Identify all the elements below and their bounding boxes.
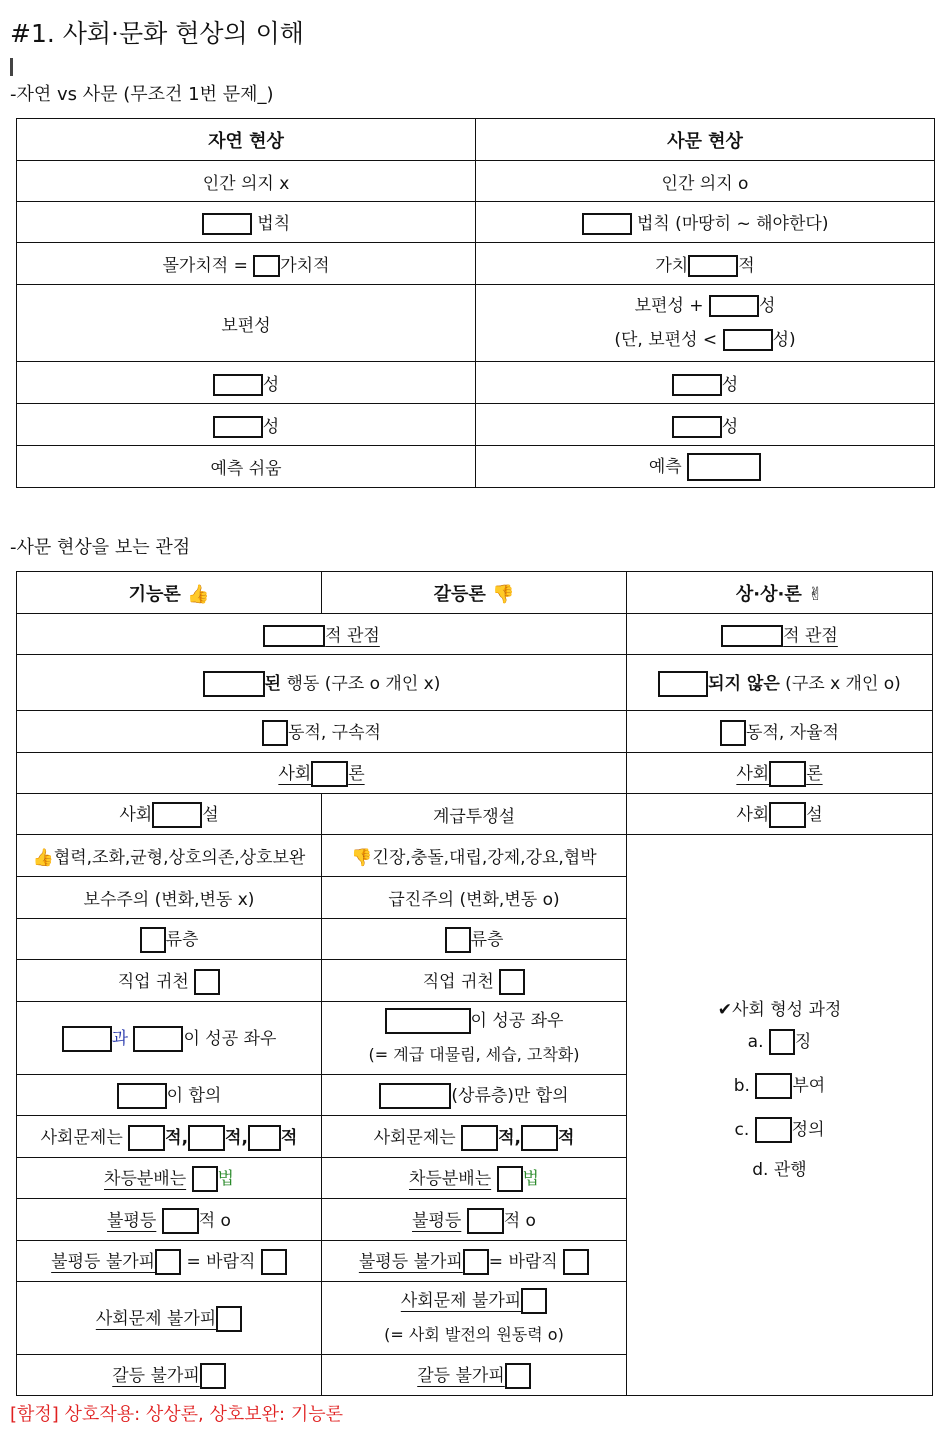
social-universality: 보편성 + 성 (단, 보편성 < 성) [476, 285, 935, 362]
blank-box[interactable] [262, 720, 288, 746]
perspectives-table [16, 571, 933, 1396]
blank-box[interactable] [200, 1363, 226, 1389]
blank-box[interactable] [672, 374, 722, 396]
social-law: 법칙 (마땅히 ~ 해야한다) [476, 202, 935, 243]
func-social-problem: 사회문제는 적, 적, 적 [17, 1116, 322, 1158]
blank-box[interactable] [213, 374, 263, 396]
nature-value: 몰가치적 = 가치적 [17, 243, 476, 285]
structured-action: 된 행동 (구조 o 개인 x) [17, 655, 627, 711]
blank-box[interactable] [311, 761, 348, 787]
blank-box[interactable] [194, 969, 220, 995]
blank-box[interactable] [687, 453, 761, 481]
conservatism: 보수주의 (변화,변동 x) [17, 877, 322, 919]
thumbs-up-icon: 👍 [187, 583, 210, 605]
blank-box[interactable] [128, 1125, 165, 1151]
class-struggle: 계급투쟁설 [322, 794, 627, 835]
social-prediction: 예측 [476, 446, 935, 488]
blank-box[interactable] [463, 1249, 489, 1275]
func-inevitable-problem: 사회문제 불가피 [17, 1282, 322, 1355]
blank-box[interactable] [688, 255, 738, 277]
conflict-inevitable-inequality: 불평등 불가피 = 바람직 [322, 1241, 627, 1282]
blank-box[interactable] [499, 969, 525, 995]
blank-box[interactable] [162, 1208, 199, 1234]
blank-box[interactable] [248, 1125, 281, 1151]
func-distribution: 차등분배는 법 [17, 1158, 322, 1199]
blank-box[interactable] [216, 1306, 242, 1332]
social-seong-1: 성 [476, 362, 935, 404]
society-hypothesis-sym: 사회 설 [627, 794, 933, 835]
blank-box[interactable] [117, 1083, 167, 1109]
conflict-distribution: 차등분배는 법 [322, 1158, 627, 1199]
social-seong-2: 성 [476, 404, 935, 446]
func-job: 직업 귀천 [17, 960, 322, 1002]
blank-box[interactable] [140, 927, 166, 953]
nature-prediction: 예측 쉬움 [17, 446, 476, 488]
society-formation-process: ✔사회 형성 과정 a. 징 b. 부여 c. 정의 d. 관행 [627, 835, 933, 1396]
blank-box[interactable] [769, 802, 806, 828]
blank-box[interactable] [582, 213, 632, 235]
section-perspectives: -사문 현상을 보는 관점 [10, 537, 191, 558]
func-class: 류층 [17, 919, 322, 960]
blank-box[interactable] [563, 1249, 589, 1275]
blank-box[interactable] [133, 1026, 183, 1052]
conflict-consensus: (상류층)만 합의 [322, 1075, 627, 1116]
blank-box[interactable] [755, 1073, 792, 1099]
header-symbolic: 상·상·론 ✌ [627, 572, 933, 614]
blank-box[interactable] [263, 625, 325, 647]
blank-box[interactable] [202, 213, 252, 235]
blank-box[interactable] [467, 1208, 504, 1234]
thumbs-down-icon: 👎 [492, 583, 515, 605]
blank-box[interactable] [253, 255, 280, 277]
conflict-inevitable-conflict: 갈등 불가피 [322, 1355, 627, 1396]
nature-law: 법칙 [17, 202, 476, 243]
radicalism: 급진주의 (변화,변동 o) [322, 877, 627, 919]
blank-box[interactable] [723, 329, 773, 351]
nature-will: 인간 의지 x [17, 161, 476, 202]
nature-universality: 보편성 [17, 285, 476, 362]
social-value: 가치 적 [476, 243, 935, 285]
quote-bar [10, 58, 13, 76]
blank-box[interactable] [672, 416, 722, 438]
conflict-success: 이 성공 좌우 (= 계급 대물림, 세습, 고착화) [322, 1002, 627, 1075]
blank-box[interactable] [385, 1008, 471, 1034]
conflict-inevitable-problem: 사회문제 불가피 (= 사회 발전의 원동력 o) [322, 1282, 627, 1355]
func-consensus: 이 합의 [17, 1075, 322, 1116]
blank-box[interactable] [521, 1125, 558, 1151]
func-inevitable-inequality: 불평등 불가피 = 바람직 [17, 1241, 322, 1282]
thumbs-up-icon: 👍 [32, 848, 54, 868]
blank-box[interactable] [521, 1288, 547, 1314]
blank-box[interactable] [769, 1029, 795, 1055]
trap-note: [함정] 상호작용: 상상론, 상호보완: 기능론 [10, 1404, 343, 1425]
func-success: 과 이 성공 좌우 [17, 1002, 322, 1075]
conflict-inequality: 불평등 적 o [322, 1199, 627, 1241]
active-autonomous: 동적, 자율적 [627, 711, 933, 753]
header-social: 사문 현상 [476, 119, 935, 161]
micro-view: 적 관점 [627, 614, 933, 655]
social-will: 인간 의지 o [476, 161, 935, 202]
blank-box[interactable] [445, 927, 471, 953]
passive-constrained: 동적, 구속적 [17, 711, 627, 753]
blank-box[interactable] [213, 416, 263, 438]
blank-box[interactable] [461, 1125, 498, 1151]
blank-box[interactable] [192, 1166, 218, 1192]
conflict-social-problem: 사회문제는 적, 적 [322, 1116, 627, 1158]
blank-box[interactable] [203, 671, 265, 697]
blank-box[interactable] [155, 1249, 181, 1275]
blank-box[interactable] [188, 1125, 225, 1151]
blank-box[interactable] [261, 1249, 287, 1275]
macro-view: 적 관점 [17, 614, 627, 655]
func-inequality: 불평등 적 o [17, 1199, 322, 1241]
blank-box[interactable] [152, 802, 202, 828]
thumbs-down-icon: 👎 [351, 848, 373, 868]
blank-box[interactable] [379, 1083, 451, 1109]
blank-box[interactable] [709, 295, 759, 317]
society-theory-right: 사회 론 [627, 753, 933, 794]
blank-box[interactable] [62, 1026, 112, 1052]
blank-box[interactable] [505, 1363, 531, 1389]
header-nature: 자연 현상 [17, 119, 476, 161]
conflict-keywords: 👎긴장,충돌,대립,강제,강요,협박 [322, 835, 627, 877]
victory-hand-icon: ✌ [808, 583, 824, 605]
page-title: #1. 사회·문화 현상의 이해 [10, 19, 304, 48]
blank-box[interactable] [769, 761, 806, 787]
func-inevitable-conflict: 갈등 불가피 [17, 1355, 322, 1396]
society-theory-left: 사회 론 [17, 753, 627, 794]
conflict-job: 직업 귀천 [322, 960, 627, 1002]
header-functionalism: 기능론 👍 [17, 572, 322, 614]
nature-vs-social-table [16, 118, 935, 488]
nature-seong-2: 성 [17, 404, 476, 446]
header-conflict: 갈등론 👎 [322, 572, 627, 614]
blank-box[interactable] [497, 1166, 523, 1192]
conflict-class: 류층 [322, 919, 627, 960]
blank-box[interactable] [721, 625, 783, 647]
blank-box[interactable] [658, 671, 708, 697]
unstructured-action: 되지 않은 (구조 x 개인 o) [627, 655, 933, 711]
society-hypothesis-func: 사회 설 [17, 794, 322, 835]
nature-seong-1: 성 [17, 362, 476, 404]
blank-box[interactable] [720, 720, 746, 746]
blank-box[interactable] [755, 1117, 792, 1143]
func-keywords: 👍협력,조화,균형,상호의존,상호보완 [17, 835, 322, 877]
section-nature-vs-social: -자연 vs 사문 (무조건 1번 문제_) [10, 84, 274, 105]
